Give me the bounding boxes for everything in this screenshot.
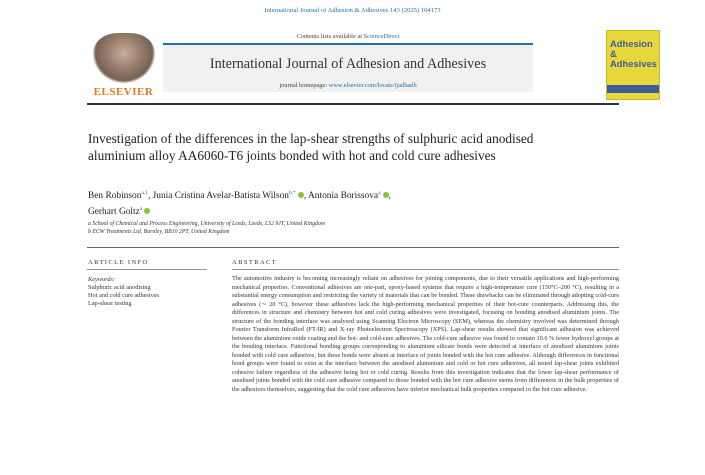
- keywords-list: [88, 284, 228, 307]
- article-title: Investigation of the differences in the lap-shear strengths of sulphuric acid anodised aluminium alloy AA6060-T6 joints bonded with hot and cold cure adhesives: [88, 131, 534, 163]
- keyword: Lap-shear testing: [88, 299, 132, 307]
- section-rule: [87, 247, 619, 248]
- author-affil-mark[interactable]: a: [139, 206, 143, 213]
- author-name[interactable]: Gerhart Goltz: [88, 207, 140, 218]
- author-name[interactable]: Ben Robinson: [88, 191, 142, 202]
- journal-band: [163, 33, 533, 92]
- journal-header: [87, 31, 657, 98]
- contents-line: [163, 33, 533, 40]
- keywords-label: Keywords:: [88, 276, 116, 283]
- homepage-prefix: journal homepage:: [279, 82, 328, 89]
- orcid-icon[interactable]: [144, 208, 150, 214]
- affiliations: [88, 220, 608, 236]
- cover-title: Adhesion & Adhesives: [610, 38, 657, 69]
- orcid-icon[interactable]: [383, 192, 389, 198]
- article-info-rule: [87, 269, 207, 270]
- affiliation: a School of Chemical and Process Engineering, University of Leeds, Leeds, LS2 9JT, United Kingdom: [88, 221, 326, 227]
- author-name[interactable]: Junia Cristina Avelar-Batista Wilson: [152, 191, 289, 202]
- abstract-heading: ABSTRACT: [232, 259, 278, 266]
- author-affil-mark[interactable]: a,1: [141, 190, 148, 196]
- journal-citation[interactable]: International Journal of Adhesion & Adhesives 143 (2025) 104173: [264, 7, 441, 14]
- cover-strip: [607, 85, 659, 93]
- journal-cover[interactable]: [606, 30, 660, 100]
- author-affil-mark[interactable]: b,*: [288, 190, 296, 196]
- elsevier-tree-icon: [93, 33, 155, 83]
- abstract-text: The automotive industry is becoming increasingly reliant on adhesives for joining components, due to their versatile applications and high-performing mechanical properties. Conventional adhesives are one-part, epoxy-based systems that require a high-temperature cure (150°C–200 °C), resulting in a substantial energy consumption and restricting the variety of materials that can be bonded. These drawbacks can be eliminated through adopting cold-cure adhesives (∼ 20 °C), however these adhesives lack the high-performing mechanical properties of their hot-cure counterparts. Addressing this, the differences in structure and chemistry between hot and cold curing adhesives were investigated, focusing on bonding anodised aluminium joints. The structure of the bonding interface was analysed using Scanning Electron Microscopy (SEM), whereas the chemistry involved was determined through Fourier Transform InfraRed (FT-IR) and X-ray Photoelectron Spectroscopy (XPS). Lap-shear results showed that significant adhesion was achieved between the aluminium oxide coating and the hot- and cold-cure adhesives. The cold-cure adhesive was found to contain 10.6 % fewer hydroxyl groups at the bonding interface. Functional bonding groups corresponding to aluminium silicate bonds were detected at interface of anodised aluminium joints bonded with cold cure adhesives, but these bonds were absent at interface of joints bonded with the hot cure adhesive. Although differences in functional bond groups were found to exist at the interface between the anodised aluminium and cold or hot cure adhesives, all tested lap-shear joints exhibited cohesive failure regardless of the adhesive being hot or cold curing. Results from this investigation indicates that the lower lap-shear performance of anodised joints bonded with the cold cure adhesive compared to those bonded with the hot cure adhesive stems from differences in the bulk properties of the adhesives themselves, suggesting that the cold cure adhesives have inferior mechanical bulk properties compared to the hot cure adhesive.: [232, 275, 619, 393]
- orcid-icon[interactable]: [298, 192, 304, 198]
- abstract-rule: [232, 269, 619, 270]
- journal-title: International Journal of Adhesion and Adhesives: [209, 56, 487, 72]
- header-rule: [87, 103, 619, 105]
- sciencedirect-link[interactable]: ScienceDirect: [363, 33, 400, 40]
- author-affil-mark[interactable]: a: [378, 190, 381, 196]
- affiliation: b ECW Treatments Ltd, Burnley, BB10 2PT, United Kingdom: [88, 229, 230, 235]
- author-list: Ben Robinson$^{a,1}$, Junia Cristina Avelar-Batista Wilson$^{b,*}$ , Antonia Borissova$^a$ , Gerhart Goltz$^a$: [88, 190, 391, 218]
- article-info-heading: ARTICLE INFO: [88, 259, 149, 266]
- homepage-link[interactable]: www.elsevier.com/locate/ijadhadh: [328, 82, 417, 89]
- author-name[interactable]: Antonia Borissova: [308, 191, 379, 202]
- keyword: Sulphuric acid anodising: [88, 284, 151, 291]
- elsevier-logo[interactable]: [87, 31, 160, 98]
- contents-prefix: Contents lists available at: [296, 33, 363, 40]
- publisher-name: ELSEVIER: [93, 86, 154, 98]
- keyword: Hot and cold cure adhesives: [88, 291, 159, 299]
- homepage-line: [163, 82, 533, 89]
